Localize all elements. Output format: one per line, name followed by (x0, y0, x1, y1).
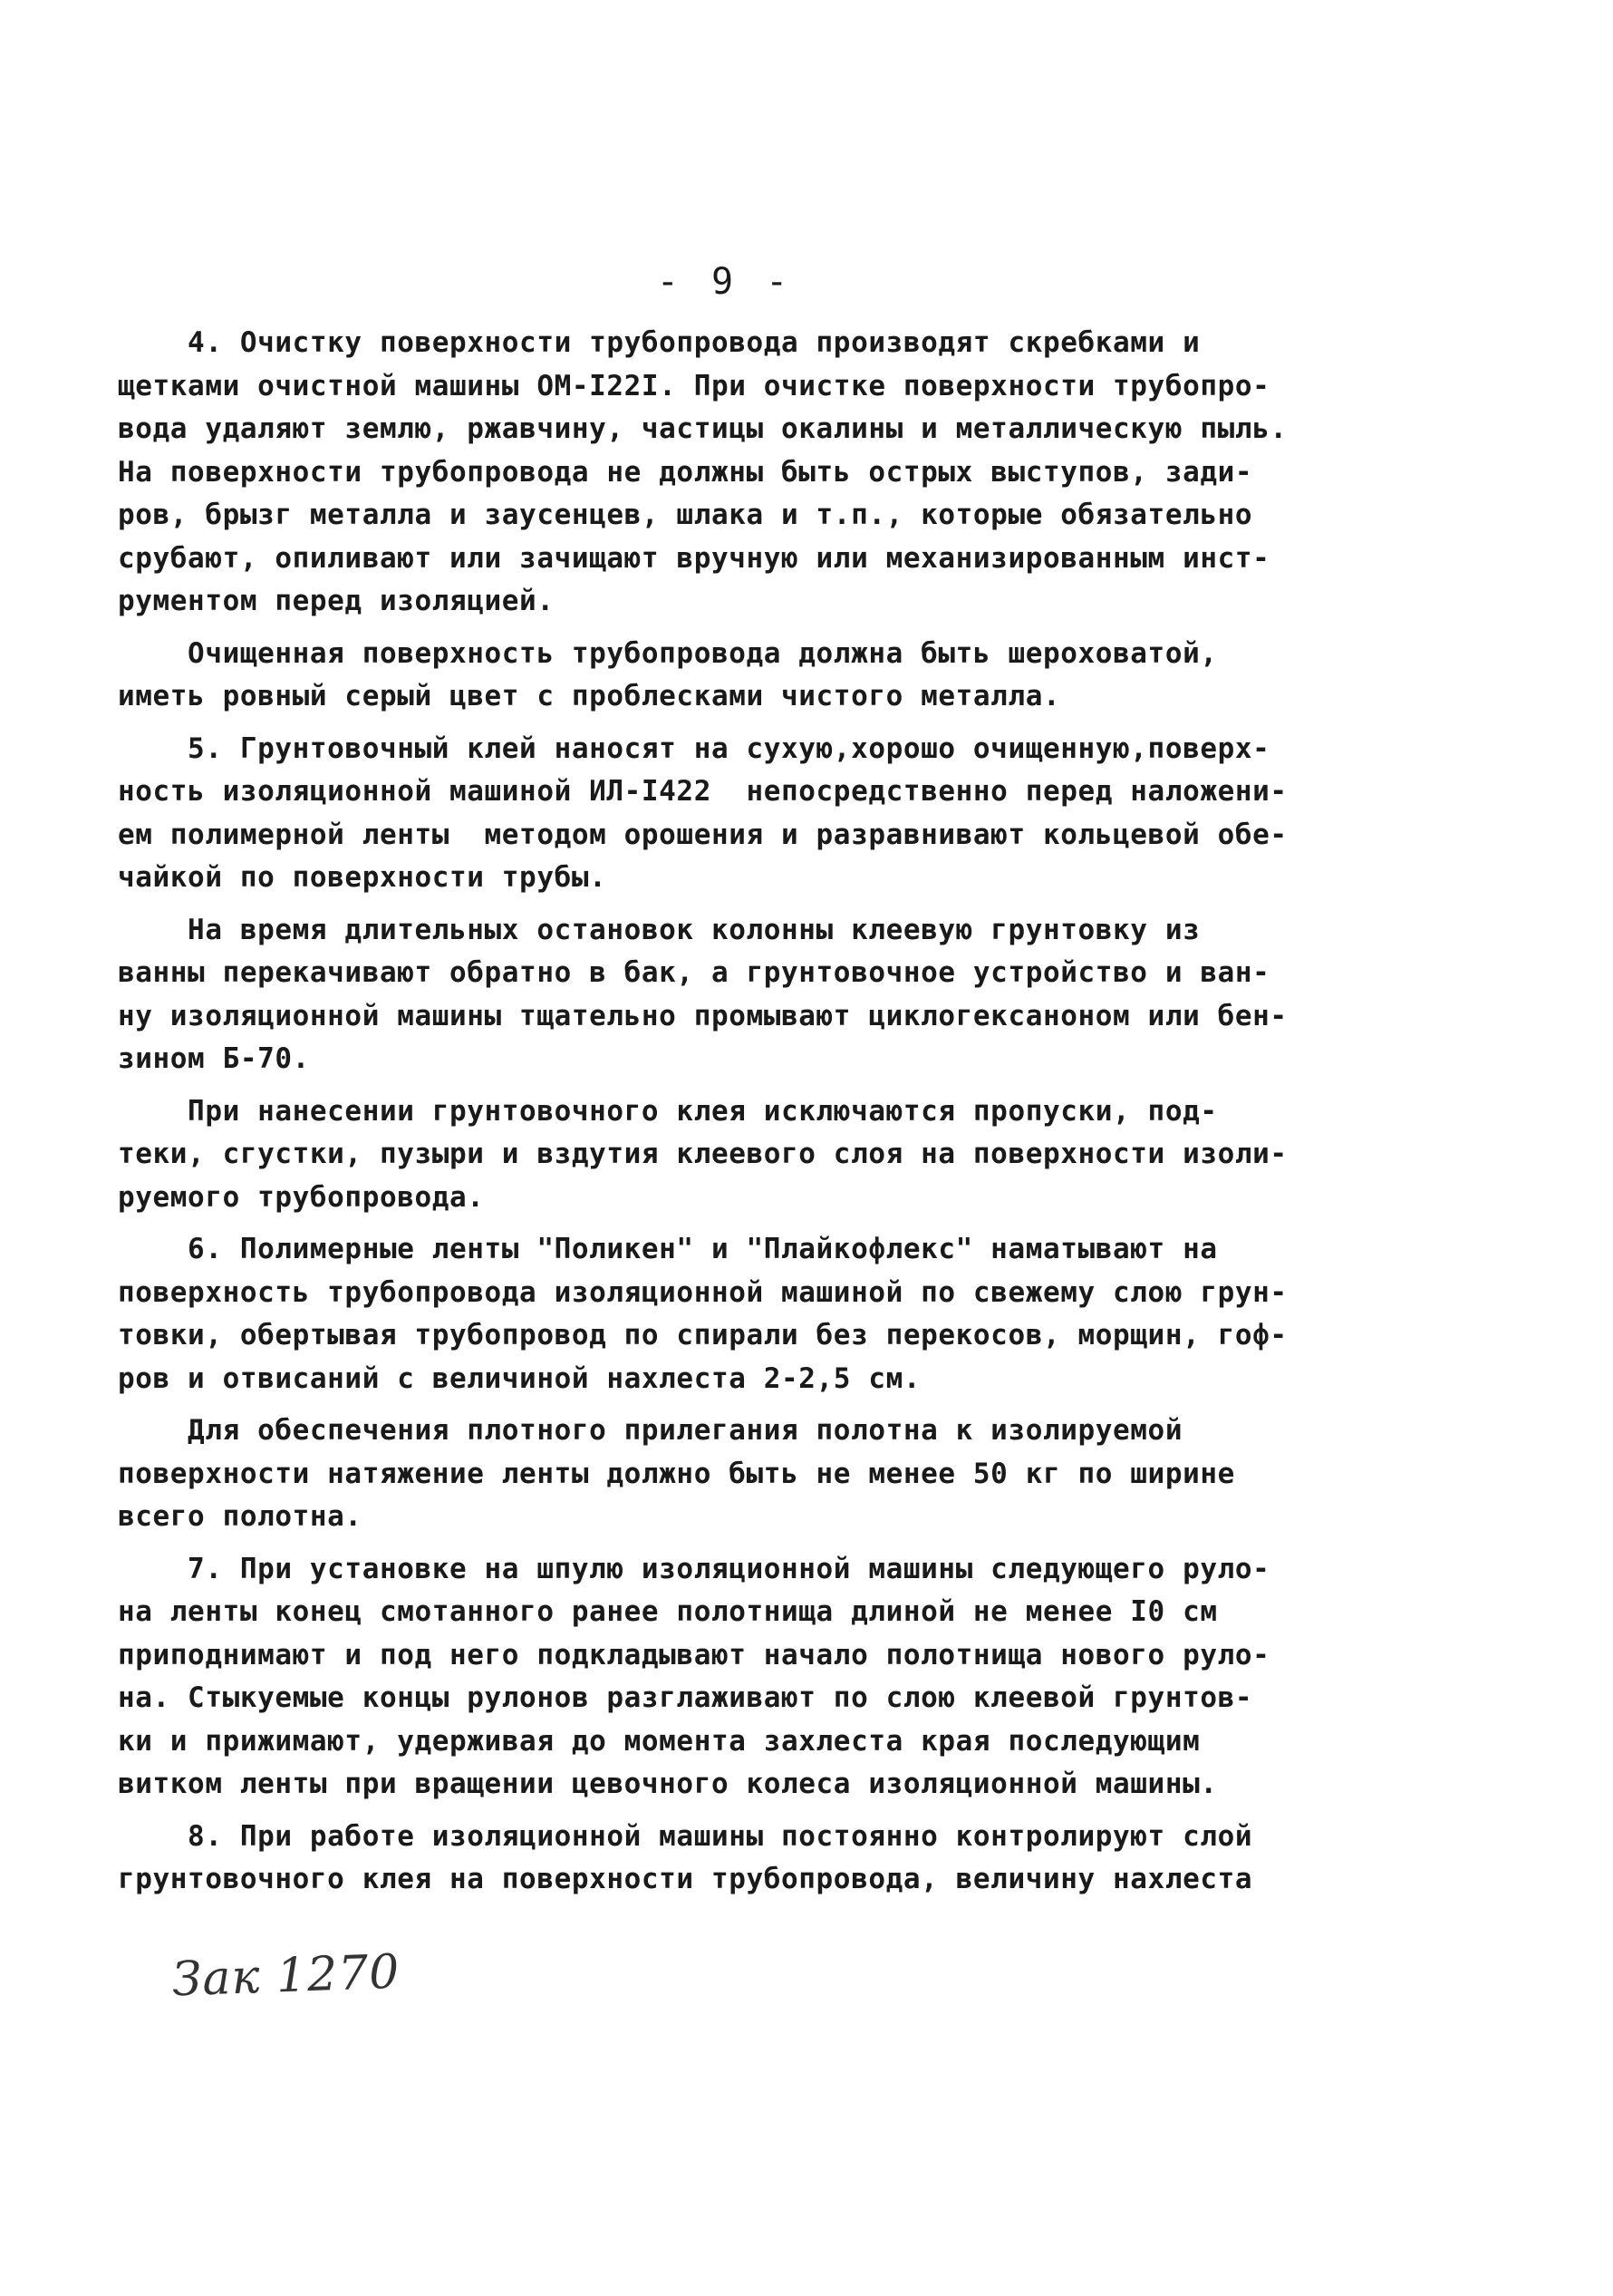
text-line: 5. Грунтовочный клей наносят на сухую,хорошо очищенную,поверх- (118, 731, 1270, 765)
paragraph-primer-defects (118, 1090, 1288, 1220)
text-line: всего полотна. (118, 1500, 362, 1533)
text-line: поверхность трубопровода изоляционной машиной по свежему слою грун- (118, 1275, 1288, 1309)
text-line: приподнимают и под него подкладывают начало полотнища нового руло- (118, 1638, 1270, 1671)
text-line: ванны перекачивают обратно в бак, а грунтовочное устройство и ван- (118, 956, 1270, 989)
text-line: 7. При установке на шпулю изоляционной машины следующего руло- (118, 1552, 1270, 1585)
document-body (118, 322, 1288, 1911)
page-number: - 9 - (656, 261, 794, 303)
text-line: на. Стыкуемые концы рулонов разглаживают по слою клеевой грунтов- (118, 1681, 1253, 1714)
text-line: ну изоляционной машины тщательно промывают циклогексаноном или бен- (118, 999, 1288, 1032)
text-line: грунтовочного клея на поверхности трубопровода, величину нахлеста (118, 1863, 1253, 1895)
paragraph-item-4 (118, 322, 1288, 624)
text-line: ем полимерной ленты методом орошения и разравнивают кольцевой обе- (118, 818, 1288, 851)
text-line: витком ленты при вращении цевочного колеса изоляционной машины. (118, 1768, 1218, 1800)
text-line: срубают, опиливают или зачищают вручную или механизированным инст- (118, 541, 1270, 575)
paragraph-item-6 (118, 1228, 1288, 1400)
text-line: чайкой по поверхности трубы. (118, 861, 607, 894)
text-line: 6. Полимерные ленты "Поликен" и "Плайкофлекс" наматывают на (118, 1233, 1218, 1265)
text-line: На время длительных остановок колонны клеевую грунтовку из (118, 913, 1201, 946)
text-line: теки, сгустки, пузыри и вздутия клеевого слоя на поверхности изоли- (118, 1138, 1288, 1170)
text-line: зином Б-70. (118, 1042, 310, 1075)
text-line: вода удаляют землю, ржавчину, частицы окалины и металлическую пыль. (118, 412, 1288, 445)
text-line: На поверхности трубопровода не должны быть острых выступов, зади- (118, 455, 1253, 489)
text-line: ки и прижимают, удерживая до момента захлеста края последующим (118, 1724, 1201, 1758)
text-line: руемого трубопровода. (118, 1180, 485, 1214)
text-line: 8. При работе изоляционной машины постоянно контролируют слой (118, 1819, 1253, 1853)
text-line: ров, брызг металла и заусенцев, шлака и т.п., которые обязательно (118, 499, 1253, 531)
text-line: щетками очистной машины ОМ-I22I. При очистке поверхности трубопро- (118, 369, 1270, 402)
handwritten-order-note: Зак 1270 (171, 1944, 401, 2008)
text-line: ность изоляционной машиной ИЛ-I422 непосредственно перед наложени- (118, 775, 1288, 808)
paragraph-item-7 (118, 1548, 1269, 1807)
text-line: 4. Очистку поверхности трубопровода производят скребками и (118, 326, 1201, 359)
text-line: Для обеспечения плотного прилегания полотна к изолируемой (118, 1414, 1183, 1447)
text-line: ров и отвисаний с величиной нахлеста 2-2,5 см. (118, 1361, 922, 1395)
text-line: иметь ровный серый цвет с проблесками чистого металла. (118, 680, 1061, 712)
text-line: При нанесении грунтовочного клея исключаются пропуски, под- (118, 1094, 1218, 1128)
paragraph-long-stops (118, 909, 1288, 1081)
paragraph-tension (118, 1410, 1269, 1539)
paragraph-surface-quality (118, 633, 1269, 719)
paragraph-item-5 (118, 728, 1288, 900)
text-line: рументом перед изоляцией. (118, 585, 555, 617)
text-line: Очищенная поверхность трубопровода должна быть шероховатой, (118, 636, 1218, 670)
text-line: товки, обертывая трубопровод по спирали без перекосов, морщин, гоф- (118, 1319, 1288, 1351)
text-line: на ленты конец смотанного ранее полотнища длиной не менее I0 см (118, 1595, 1218, 1628)
text-line: поверхности натяжение ленты должно быть не менее 50 кг по ширине (118, 1457, 1235, 1490)
paragraph-item-8 (118, 1816, 1269, 1902)
